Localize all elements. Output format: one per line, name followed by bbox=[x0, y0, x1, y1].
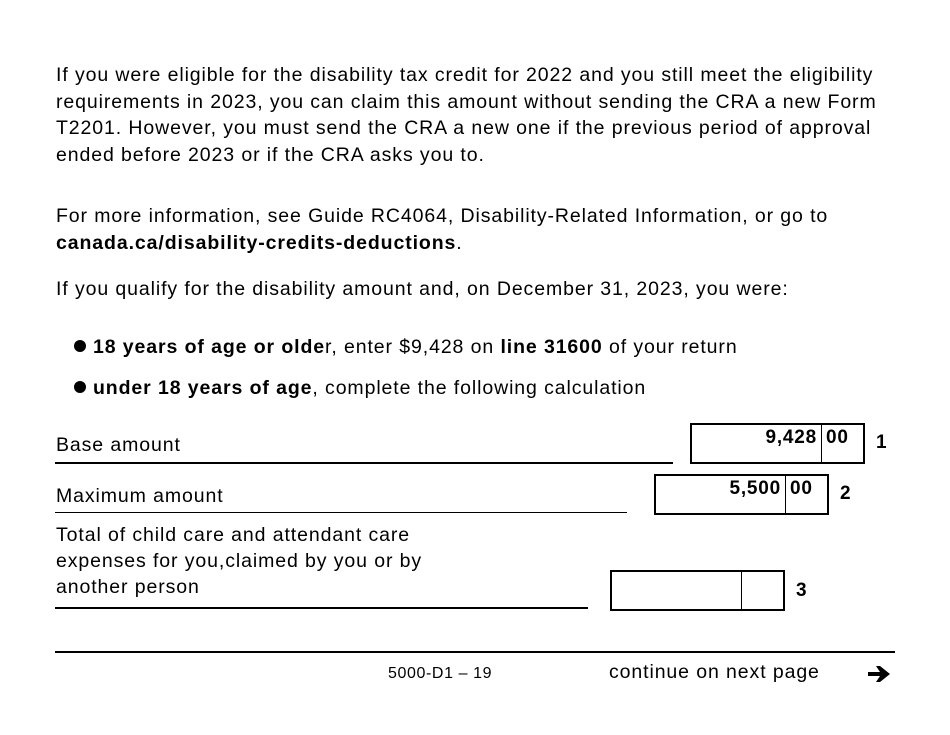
bullet-1-text-end: of your return bbox=[602, 336, 738, 358]
bullet-2-bold: under 18 years of age bbox=[93, 377, 313, 399]
child-care-dollars[interactable] bbox=[612, 572, 741, 609]
child-care-cents[interactable] bbox=[741, 572, 783, 609]
bullet-icon bbox=[74, 340, 86, 352]
more-info-period: . bbox=[456, 231, 463, 254]
bullet-icon bbox=[74, 381, 86, 393]
footer-divider bbox=[55, 651, 895, 653]
page-reference: 5000-D1 – 19 bbox=[388, 665, 493, 682]
eligibility-paragraph: If you were eligible for the disability tax credit for 2022 and you still meet the eligibility requirements in 2023, you can claim this amount without sending the CRA a new Form T2201. However, you must send the CRA a new one if the previous period of approval ended before 2023 or if the CRA asks you to. bbox=[56, 64, 877, 166]
base-amount-field[interactable] bbox=[690, 423, 865, 464]
bullet-under-18 bbox=[74, 375, 646, 401]
maximum-amount-label: Maximum amount bbox=[56, 485, 224, 507]
line-number-1: 1 bbox=[876, 432, 888, 453]
base-amount-cents: 00 bbox=[821, 425, 863, 462]
line-31600-ref: line 31600 bbox=[500, 336, 603, 358]
continue-next-page: continue on next page bbox=[609, 661, 820, 683]
more-info-text: For more information, see Guide RC4064, Disability-Related Information, or go to bbox=[56, 205, 829, 227]
maximum-amount-cents: 00 bbox=[785, 476, 827, 513]
line-number-2: 2 bbox=[840, 483, 852, 504]
child-care-underline bbox=[55, 607, 588, 609]
child-care-label-line-3: another person bbox=[56, 576, 200, 598]
line-number-3: 3 bbox=[796, 580, 808, 601]
maximum-amount-dollars: 5,500 bbox=[729, 478, 781, 499]
base-amount-underline bbox=[55, 462, 673, 464]
base-amount-dollars: 9,428 bbox=[765, 427, 817, 448]
child-care-expenses-field[interactable] bbox=[610, 570, 785, 611]
more-info-paragraph bbox=[56, 203, 916, 256]
child-care-label-line-2: expenses for you,claimed by you or by bbox=[56, 550, 423, 572]
bullet-1-bold: 18 years of age or olde bbox=[93, 336, 326, 358]
maximum-amount-field[interactable] bbox=[654, 474, 829, 515]
disability-credits-link[interactable]: canada.ca/disability-credits-deductions bbox=[56, 231, 457, 254]
bullet-1-text: r, enter $9,428 on bbox=[325, 336, 501, 358]
qualify-paragraph: If you qualify for the disability amount and, on December 31, 2023, you were: bbox=[56, 278, 789, 300]
right-arrow-icon bbox=[866, 663, 894, 685]
bullet-2-text: , complete the following calculation bbox=[312, 377, 647, 399]
bullet-18-or-older bbox=[74, 334, 738, 360]
maximum-amount-underline bbox=[55, 512, 627, 513]
base-amount-label: Base amount bbox=[56, 434, 181, 456]
child-care-label-line-1: Total of child care and attendant care bbox=[56, 524, 410, 546]
